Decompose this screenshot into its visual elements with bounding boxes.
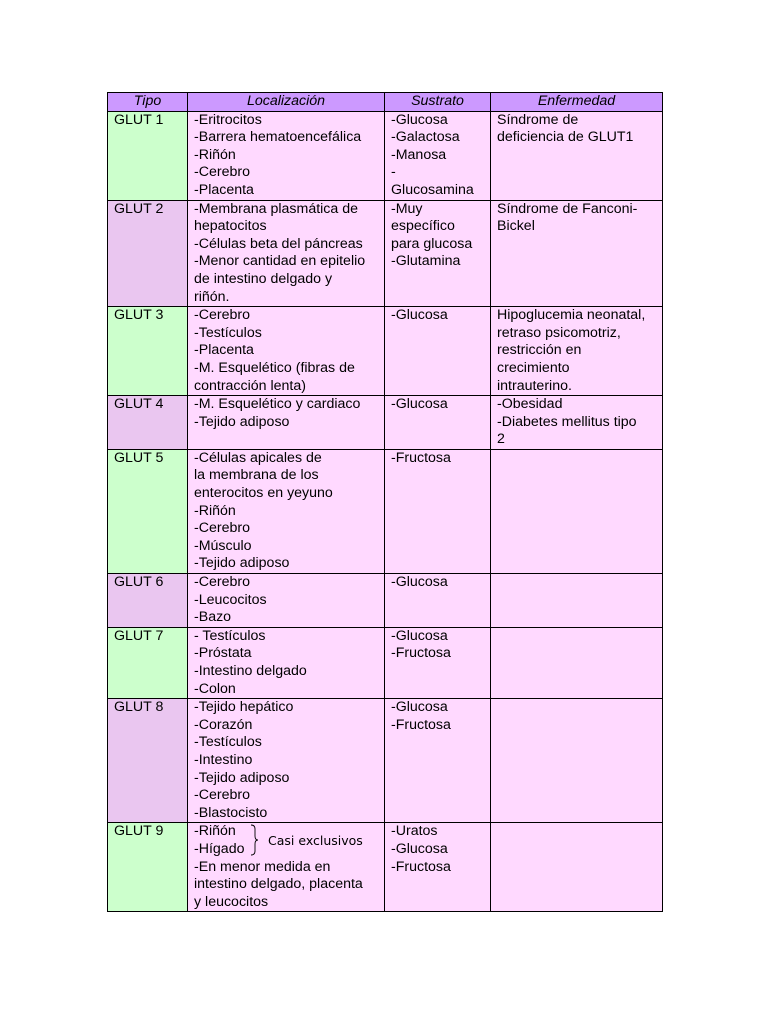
header-sustrato: Sustrato — [385, 93, 491, 112]
localizacion-line: -Eritrocitos — [194, 111, 262, 128]
enfermedad-line: -Obesidad — [497, 396, 563, 413]
header-row — [108, 93, 663, 112]
sustrato-line: -Fructosa — [391, 716, 451, 733]
enfermedad-cell — [491, 627, 663, 698]
table-row — [108, 449, 663, 573]
tipo-cell: GLUT 5 — [108, 449, 188, 573]
localizacion-line: -Blastocisto — [194, 804, 268, 821]
sustrato-cell — [385, 200, 491, 307]
table-row — [108, 699, 663, 823]
localizacion-cell — [188, 307, 385, 396]
curly-brace-icon — [250, 824, 258, 856]
tipo-cell: GLUT 6 — [108, 574, 188, 628]
sustrato-line: -Galactosa — [391, 129, 460, 146]
sustrato-cell — [385, 307, 491, 396]
header-enfermedad: Enfermedad — [491, 93, 663, 112]
enfermedad-line: intrauterino. — [497, 377, 572, 394]
table-row — [108, 574, 663, 628]
localizacion-line: -Tejido adiposo — [194, 413, 290, 430]
enfermedad-line: crecimiento — [497, 359, 570, 376]
localizacion-line: -Células apicales de — [194, 449, 322, 466]
enfermedad-cell — [491, 699, 663, 823]
localizacion-line: -Membrana plasmática de — [194, 200, 359, 217]
localizacion-line: -Intestino delgado — [194, 663, 307, 679]
localizacion-cell — [188, 200, 385, 307]
glut-table — [107, 92, 663, 912]
localizacion-cell — [188, 574, 385, 628]
localizacion-cell — [188, 111, 385, 200]
sustrato-line: Glucosamina — [391, 181, 474, 198]
localizacion-line: -Barrera hematoencefálica — [194, 129, 362, 146]
sustrato-cell — [385, 627, 491, 698]
localizacion-line: - Testículos — [194, 627, 266, 644]
enfermedad-line: Síndrome de — [497, 111, 579, 128]
localizacion-line: -Músculo — [194, 537, 252, 554]
tipo-cell: GLUT 1 — [108, 111, 188, 200]
enfermedad-cell — [491, 823, 663, 912]
sustrato-line: -Glucosa — [391, 627, 448, 644]
localizacion-line: -Testículos — [194, 324, 262, 341]
localizacion-line: -Intestino — [194, 751, 253, 768]
localizacion-line: -Células beta del páncreas — [194, 235, 363, 252]
enfermedad-cell — [491, 449, 663, 573]
sustrato-line: -Glucosa — [391, 111, 448, 128]
sustrato-cell — [385, 574, 491, 628]
localizacion-line: -En menor medida en — [194, 858, 331, 875]
localizacion-line: -Placenta — [194, 181, 254, 198]
enfermedad-line: -Diabetes mellitus tipo — [497, 413, 637, 430]
localizacion-line: -Cerebro — [194, 164, 250, 181]
localizacion-line: -Tejido adiposo — [194, 555, 290, 572]
localizacion-line: la membrana de los — [194, 467, 319, 484]
localizacion-cell — [188, 396, 385, 450]
localizacion-line: -Bazo — [194, 609, 232, 626]
enfermedad-line: restricción en — [497, 342, 582, 359]
localizacion-line: -Testículos — [194, 734, 262, 751]
table-row — [108, 396, 663, 450]
localizacion-line: enterocitos en yeyuno — [194, 485, 333, 502]
localizacion-line: intestino delgado, placenta — [194, 876, 363, 893]
table-row — [108, 200, 663, 307]
header-tipo: Tipo — [108, 93, 188, 112]
table-row — [108, 627, 663, 698]
localizacion-line: -Menor cantidad en epitelio — [194, 253, 366, 270]
table-row — [108, 111, 663, 200]
enfermedad-cell — [491, 111, 663, 200]
sustrato-cell — [385, 111, 491, 200]
localizacion-line: -Tejido hepático — [194, 699, 294, 716]
enfermedad-line: Bickel — [497, 218, 535, 235]
sustrato-line: -Glucosa — [391, 574, 448, 591]
localizacion-line: hepatocitos — [194, 218, 267, 235]
localizacion-line: -Hígado — [194, 840, 245, 857]
localizacion-line: -M. Esquelético (fibras de — [194, 359, 355, 376]
sustrato-line: -Uratos — [391, 823, 438, 840]
sustrato-line: - — [391, 164, 396, 181]
enfermedad-cell — [491, 200, 663, 307]
enfermedad-cell — [491, 574, 663, 628]
sustrato-line: -Fructosa — [391, 645, 451, 662]
sustrato-cell — [385, 699, 491, 823]
localizacion-line: -Cerebro — [194, 307, 250, 324]
annotation-note: Casi exclusivos — [268, 833, 363, 849]
sustrato-cell — [385, 823, 491, 912]
enfermedad-cell — [491, 396, 663, 450]
sustrato-line: específico — [391, 218, 455, 235]
localizacion-cell — [188, 823, 385, 912]
enfermedad-line: retraso psicomotriz, — [497, 324, 621, 341]
enfermedad-line: Hipoglucemia neonatal, — [497, 307, 646, 324]
header-localizacion: Localización — [188, 93, 385, 112]
tipo-cell: GLUT 9 — [108, 823, 188, 912]
localizacion-line: -Cerebro — [194, 520, 250, 537]
tipo-cell: GLUT 4 — [108, 396, 188, 450]
localizacion-cell — [188, 627, 385, 698]
localizacion-line: riñón. — [194, 288, 230, 305]
sustrato-line: -Glutamina — [391, 253, 461, 270]
sustrato-cell — [385, 396, 491, 450]
sustrato-line: -Fructosa — [391, 449, 451, 466]
localizacion-line: -Riñón — [194, 146, 236, 163]
localizacion-line: -Cerebro — [194, 574, 250, 591]
tipo-cell: GLUT 8 — [108, 699, 188, 823]
sustrato-line: -Fructosa — [391, 858, 451, 875]
localizacion-line: -Riñón — [194, 823, 236, 840]
localizacion-line: -Riñón — [194, 502, 236, 519]
localizacion-line: contracción lenta) — [194, 377, 306, 394]
localizacion-line: -M. Esquelético y cardiaco — [194, 396, 361, 413]
tipo-cell: GLUT 7 — [108, 627, 188, 698]
localizacion-line: de intestino delgado y — [194, 270, 333, 287]
localizacion-line: -Placenta — [194, 342, 254, 359]
enfermedad-line: 2 — [497, 431, 505, 448]
localizacion-cell — [188, 699, 385, 823]
sustrato-line: -Glucosa — [391, 699, 448, 716]
sustrato-line: -Manosa — [391, 146, 447, 163]
tipo-cell: GLUT 2 — [108, 200, 188, 307]
sustrato-line: -Glucosa — [391, 396, 448, 413]
enfermedad-line: deficiencia de GLUT1 — [497, 129, 634, 146]
localizacion-line: -Corazón — [194, 716, 253, 733]
enfermedad-cell — [491, 307, 663, 396]
table-row — [108, 307, 663, 396]
tipo-cell: GLUT 3 — [108, 307, 188, 396]
sustrato-line: para glucosa — [391, 235, 473, 252]
sustrato-line: -Muy — [391, 200, 423, 217]
localizacion-line: -Tejido adiposo — [194, 769, 290, 786]
sustrato-line: -Glucosa — [391, 307, 448, 324]
sustrato-line: -Glucosa — [391, 840, 448, 857]
table-row — [108, 823, 663, 912]
sustrato-cell — [385, 449, 491, 573]
localizacion-line: -Leucocitos — [194, 591, 267, 608]
localizacion-line: -Cerebro — [194, 787, 250, 804]
localizacion-cell — [188, 449, 385, 573]
localizacion-line: y leucocitos — [194, 893, 269, 910]
annotated-group — [194, 823, 378, 911]
localizacion-line: -Colon — [194, 680, 236, 697]
localizacion-line: -Próstata — [194, 645, 252, 662]
enfermedad-line: Síndrome de Fanconi- — [497, 200, 638, 217]
